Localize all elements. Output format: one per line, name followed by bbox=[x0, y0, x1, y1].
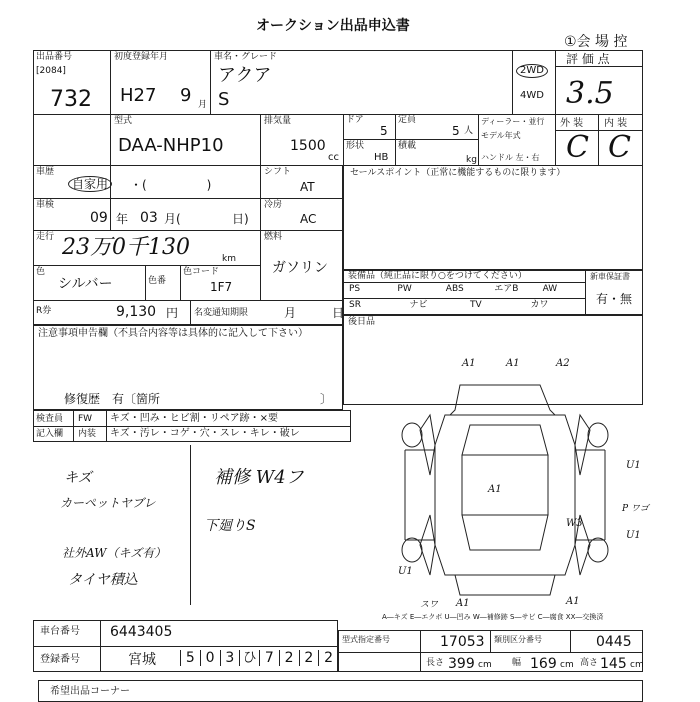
form-title: オークション出品申込書 bbox=[256, 18, 410, 34]
diag-note-3: A2 bbox=[556, 358, 570, 369]
load-unit: kg bbox=[466, 155, 477, 165]
length-label: 長さ bbox=[426, 658, 445, 668]
sales-point-box bbox=[343, 165, 643, 270]
car-damage-diagram bbox=[390, 355, 645, 615]
diag-note-12: スワ bbox=[420, 600, 439, 610]
lot-label: 出品番号 bbox=[36, 52, 73, 62]
memo-2: カーペットヤブレ bbox=[60, 496, 156, 510]
reg-char: 2 bbox=[299, 650, 319, 666]
chassis-label: 車台番号 bbox=[40, 626, 80, 637]
reg-char: 2 bbox=[279, 650, 299, 666]
inspector-row-1: キズ・凹み・ヒビ割・リペア跡・×要 bbox=[110, 413, 278, 424]
usage-label: 車歴 bbox=[36, 167, 55, 177]
exterior-label: 外 装 bbox=[560, 118, 584, 129]
color-value: シルバー bbox=[58, 276, 113, 292]
shift-value: AT bbox=[300, 180, 315, 194]
equipment-row1-item: エアB bbox=[494, 284, 519, 294]
reg-char: 0 bbox=[200, 650, 220, 666]
type-label: 類別区分番号 bbox=[494, 635, 542, 644]
shape-label: 形状 bbox=[346, 141, 365, 151]
mileage-label: 走行 bbox=[36, 232, 55, 242]
reg-char: 2 bbox=[318, 650, 338, 666]
equipment-row1-item: PS bbox=[349, 284, 361, 294]
shape-value: HB bbox=[374, 152, 389, 163]
interior-grade: C bbox=[608, 130, 631, 165]
reg-char: 7 bbox=[259, 650, 279, 666]
recycle-label: R券 bbox=[36, 306, 52, 316]
displacement-label: 排気量 bbox=[264, 116, 292, 126]
equipment-row1-item: ABS bbox=[445, 284, 464, 294]
interior-label: 内 装 bbox=[604, 118, 628, 129]
usage-private-circled: 自家用 bbox=[68, 176, 112, 192]
memo-5: 補修 W4フ bbox=[214, 467, 304, 488]
shift-label: シフト bbox=[264, 167, 292, 177]
ac-label: 冷房 bbox=[264, 200, 283, 210]
model-year-label: モデル年式 bbox=[481, 131, 521, 140]
height-label: 高さ bbox=[580, 658, 599, 668]
inspection-day-unit: 日) bbox=[232, 212, 249, 226]
memo-1: キズ bbox=[64, 470, 92, 486]
handle-label: ハンドル 左・右 bbox=[481, 153, 540, 162]
memo-3: 社外AW（キズ有） bbox=[62, 546, 167, 560]
ac-value: AC bbox=[300, 212, 317, 226]
inspector-row-2: キズ・汚レ・コゲ・穴・スレ・キレ・破レ bbox=[110, 428, 300, 439]
color-code: 1F7 bbox=[210, 280, 233, 294]
repair-label: 修復歴 bbox=[64, 392, 101, 406]
drive-2wd-selected: 2WD bbox=[516, 64, 548, 78]
equipment-label: 装備品（純正品に限り○をつけてください） bbox=[348, 271, 527, 281]
equipment-row2-item: SR bbox=[349, 300, 361, 310]
inspection-year-unit: 年 bbox=[116, 212, 129, 226]
notes-label: 注意事項申告欄（不具合内容等は具体的に記入して下さい） bbox=[38, 328, 308, 339]
reg-char: 5 bbox=[180, 650, 200, 666]
new-car-value: 有・無 bbox=[596, 292, 633, 306]
width-label: 幅 bbox=[512, 658, 522, 668]
capacity-value: 5 bbox=[452, 124, 460, 138]
drive-4wd: 4WD bbox=[520, 90, 544, 101]
diag-note-7: U1 bbox=[626, 530, 641, 541]
reg-month: 9 bbox=[180, 85, 192, 106]
lot-number: 732 bbox=[50, 87, 92, 112]
reg-char: ひ bbox=[239, 650, 259, 666]
diag-note-10: A1 bbox=[456, 598, 470, 609]
inspector-label-1: 検査員 bbox=[36, 414, 64, 424]
name-grade-label: 車名・グレード bbox=[214, 52, 278, 62]
deadline-day: 日 bbox=[332, 306, 345, 320]
height-cm: cm bbox=[630, 660, 644, 670]
damage-legend: A―キズ E―エクボ U―凹み W―補修跡 S―サビ C―腐食 XX―交換済 bbox=[382, 613, 604, 621]
inspection-label: 車検 bbox=[36, 200, 55, 210]
length-cm: cm bbox=[478, 660, 492, 670]
doors-value: 5 bbox=[380, 124, 388, 138]
color-code-label: 色コード bbox=[183, 267, 220, 277]
equipment-row2-item: カワ bbox=[530, 300, 549, 310]
diag-note-4: A1 bbox=[488, 484, 502, 495]
score-label: 評 価 点 bbox=[566, 52, 610, 66]
diag-note-11: A1 bbox=[566, 596, 580, 607]
venue-copy-label: ①会 場 控 bbox=[564, 34, 628, 50]
reg-label: 登録番号 bbox=[40, 654, 80, 665]
model-code: DAA-NHP10 bbox=[118, 135, 224, 156]
inspection-month: 03 bbox=[140, 210, 158, 226]
usage-rest: ・( ) bbox=[130, 178, 212, 192]
mileage-value: 23万0千130 bbox=[62, 235, 190, 260]
diag-note-1: A1 bbox=[462, 358, 476, 369]
km-unit: km bbox=[222, 254, 236, 264]
length-value: 399 bbox=[448, 656, 475, 672]
displacement-value: 1500 bbox=[290, 138, 326, 154]
car-name: アクア bbox=[218, 65, 272, 86]
chassis-number: 6443405 bbox=[110, 624, 173, 640]
equipment-row2-item: TV bbox=[470, 300, 482, 310]
deadline-month: 月 bbox=[284, 306, 297, 320]
diag-note-8: W3 bbox=[566, 518, 583, 529]
width-cm: cm bbox=[560, 660, 574, 670]
type-number: 0445 bbox=[596, 634, 632, 650]
cc-unit: cc bbox=[328, 152, 339, 163]
recycle-amount: 9,130 bbox=[116, 304, 157, 320]
model-cert-label: 型式指定番号 bbox=[342, 635, 390, 644]
inspection-month-unit: 月( bbox=[164, 212, 181, 226]
capacity-label: 定員 bbox=[398, 115, 417, 125]
doors-label: ドア bbox=[346, 115, 364, 125]
load-label: 積載 bbox=[398, 141, 417, 151]
diag-note-2: A1 bbox=[506, 358, 520, 369]
memo-6: 下廻りS bbox=[204, 518, 256, 534]
diag-note-6: P ワゴ bbox=[622, 504, 649, 514]
reg-pref: 宮城 bbox=[128, 652, 156, 668]
color-number-label: 色番 bbox=[148, 276, 167, 286]
recycle-unit: 円 bbox=[166, 306, 179, 320]
capacity-unit: 人 bbox=[464, 126, 474, 136]
width-value: 169 bbox=[530, 656, 557, 672]
inspection-year: 09 bbox=[90, 210, 108, 226]
era-year: H27 bbox=[120, 85, 157, 106]
lot-sub: [2084] bbox=[36, 66, 66, 76]
inspector-label-2: 記入欄 bbox=[36, 429, 64, 439]
car-grade: S bbox=[218, 89, 230, 110]
repair-value: 有〔箇所 bbox=[112, 392, 161, 406]
color-label: 色 bbox=[36, 267, 46, 277]
month-unit: 月 bbox=[198, 100, 208, 110]
corner-label: 希望出品コーナー bbox=[50, 686, 130, 697]
repair-close: 〕 bbox=[320, 392, 333, 406]
inspector-cat-2: 内装 bbox=[78, 429, 97, 439]
fuel-label: 燃料 bbox=[264, 232, 283, 242]
height-value: 145 bbox=[600, 656, 627, 672]
first-reg-label: 初度登録年月 bbox=[114, 52, 169, 62]
rear-items-label: 後日品 bbox=[348, 317, 376, 327]
fuel-value: ガソリン bbox=[272, 260, 328, 276]
sales-point-label: セールスポイント（正常に機能するものに限ります） bbox=[350, 168, 566, 178]
diag-note-5: U1 bbox=[626, 460, 641, 471]
model-cert-number: 17053 bbox=[440, 634, 485, 650]
dealer-label: ディーラー・並行 bbox=[481, 117, 545, 126]
equipment-row1-item: PW bbox=[397, 284, 412, 294]
memo-4: タイヤ積込 bbox=[68, 572, 138, 588]
new-car-label: 新車保証書 bbox=[590, 272, 630, 281]
inspector-cat-1: FW bbox=[78, 414, 93, 424]
deadline-label: 名変通知期限 bbox=[194, 308, 249, 318]
reg-char: 3 bbox=[220, 650, 240, 666]
model-label: 型式 bbox=[114, 116, 133, 126]
exterior-grade: C bbox=[566, 130, 589, 165]
equipment-row1-item: AW bbox=[542, 284, 558, 294]
equipment-row2-item: ナビ bbox=[409, 300, 428, 310]
diag-note-9: U1 bbox=[398, 566, 413, 577]
score-value: 3.5 bbox=[566, 76, 614, 111]
